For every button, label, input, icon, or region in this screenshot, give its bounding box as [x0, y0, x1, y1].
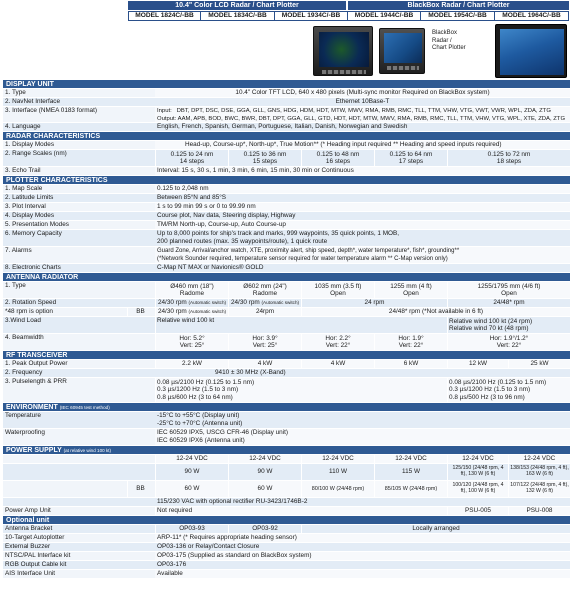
antenna-type-1834c: Ø602 mm (24") Radome	[228, 282, 301, 298]
antenna-type-1954c-1964c: 1255/1795 mm (4/6 ft) Open	[447, 282, 570, 298]
range-1954c-1964c: 0.125 to 72 nm 18 steps	[447, 150, 570, 166]
antenna-type-1944c: 1255 mm (4 ft) Open	[374, 282, 447, 298]
spec-table	[3, 80, 570, 579]
spec-row-latitude: 2. Latitude Limits Between 85°N and 85°S	[3, 194, 570, 203]
model-1944c: MODEL 1944C/-BB	[348, 11, 421, 21]
spec-row-voltage: 12-24 VDC 12-24 VDC 12-24 VDC 12-24 VDC 12-24 VDC 12-24 VDC	[3, 455, 570, 464]
spec-row-antenna-bracket: Antenna Bracket OP03-93 OP03-92 Locally arranged	[3, 525, 570, 534]
antenna-type-1934c: 1035 mm (3.5 ft) Open	[301, 282, 374, 298]
model-1934c: MODEL 1934C/-BB	[275, 11, 348, 21]
spec-row-alarms: 7. Alarms Guard Zone, Arrival/anchor watch, XTE, proximity alert, ship speed, depth*, water temperature*, fish*, grounding** (*Network Sounder required, temperature sensor required for water temperature alarm ** C-Map version only)	[3, 247, 570, 264]
spec-row-power-amp: Power Amp Unit Not required PSU-005 PSU-008	[3, 507, 570, 516]
spec-row-echo-trail: 3. Echo Trail Interval: 15 s, 30 s, 1 min, 3 min, 6 min, 15 min, 30 min or Continuous	[3, 167, 570, 176]
spec-row-waterproofing: Waterproofing IEC 60529 IPX5, USCG CFR-46 (Display unit) IEC 60529 IPX6 (Antenna unit)	[3, 429, 570, 446]
spec-row-language: 4. Language English, French, Spanish, German, Portuguese, Italian, Danish, Norwegian and Swedish	[3, 123, 570, 132]
section-plotter: PLOTTER CHARACTERISTICS	[3, 176, 570, 185]
spec-row-presentation: 5. Presentation Modes TM/RM North-up, Course-up, Auto Course-up	[3, 221, 570, 230]
spec-row-plotter-display-modes: 4. Display Modes Course plot, Nav data, Steering display, Highway	[3, 212, 570, 221]
model-1834c: MODEL 1834C/-BB	[201, 11, 275, 21]
spec-row-memory: 6. Memory Capacity Up to 8,000 points for ship's track and marks, 999 waypoints, 35 quick points, 1 MOB, 200 planned routes (max. 35 waypoints/route), 1 quick route	[3, 230, 570, 247]
model-1964c: MODEL 1964C/-BB	[495, 11, 569, 21]
spec-row-external-buzzer: External Buzzer OP03-136 or Relay/Contact Closure	[3, 543, 570, 552]
range-1934c: 0.125 to 48 nm 16 steps	[301, 150, 374, 166]
spec-row-rgb-cable: RGB Output Cable kit OP03-176	[3, 561, 570, 570]
section-rf-transceiver: RF TRANSCEIVER	[3, 351, 570, 360]
range-1834c: 0.125 to 36 nm 15 steps	[228, 150, 301, 166]
spec-row-peak-power: 1. Peak Output Power 2.2 kW 4 kW 4 kW 6 kW 12 kW 25 kW	[3, 360, 570, 369]
spec-row-ac-supply: 115/230 VAC with optional rectifier RU-3423/1746B-2	[3, 498, 570, 507]
range-1944c: 0.125 to 64 nm 17 steps	[374, 150, 447, 166]
spec-row-frequency: 2. Frequency 9410 ± 30 MHz (X-Band)	[3, 369, 570, 378]
spec-row-plot-interval: 3. Plot Interval 1 s to 99 min 99 s or 0 to 99.99 nm	[3, 203, 570, 212]
model-1954c: MODEL 1954C/-BB	[421, 11, 495, 21]
spec-row-display-modes: 1. Display Modes Head-up, Course-up*, North-up*, True Motion** (* Heading input required ** Heading and speed inputs required)	[3, 141, 570, 150]
spec-row-antenna-type: 1. Type Ø460 mm (18") Radome Ø602 mm (24") Radome 1035 mm (3.5 ft) Open 1255 mm (4 ft) Open 1255/1795 mm (4/6 ft) Open	[3, 282, 570, 299]
display-unit-photo	[313, 26, 373, 76]
blackbox-photo-caption: BlackBox Radar / Chart Plotter	[432, 30, 466, 51]
spec-row-rotation: 2. Rotation Speed 24/30 rpm (Automatic switch) 24/30 rpm (Automatic switch) 24 rpm 24/48* rpm	[3, 299, 570, 308]
model-1824c: MODEL 1824C/-BB	[128, 11, 201, 21]
spec-row-interface: 3. Interface (NMEA 0183 format) Input: DBT, DPT, DSC, DSE, GGA, GLL, GNS, HDG, HDM, HDT, MTW, MWV, RMA, RMB, RMC, TLL, TTM, VHW, VTG, VWT, VWR, WPL, ZDA, ZTG Output: AAM, APB, BOD, BWC, BWR, DBT, DPT, GGA, GLL, GTD, HDT, HDT, MTW, MWV, RMA, RMB, RMC, TLL, TTM, VHW, VTG, WPL, XTE, ZDA, ZTG	[3, 107, 570, 123]
section-antenna: ANTENNA RADIATOR	[3, 273, 570, 282]
display-unit-photo-2	[379, 28, 425, 74]
spec-row-ais: AIS Interface Unit Available	[3, 570, 570, 579]
spec-row-watts: 90 W 90 W 110 W 115 W 125/150 (24/48 rpm, 4 ft), 130 W (6 ft) 138/153 (24/48 rpm, 4 ft), 163 W (6 ft)	[3, 464, 570, 481]
spec-row-watts-bb: BB 60 W 60 W 80/100 W (24/48 rpm) 85/105 W (24/48 rpm) 100/120 (24/48 rpm, 4 ft), 100 W (6 ft) 107/122 (24/48 rpm, 4 ft), 132 W (6 ft)	[3, 481, 570, 498]
spec-row-range-scales: 2. Range Scales (nm) 0.125 to 24 nm 14 steps 0.125 to 36 nm 15 steps 0.125 to 48 nm 16 steps 0.125 to 64 nm 17 steps 0.125 to 72 nm 18 steps	[3, 150, 570, 167]
spec-row-wind-load: 3.Wind Load Relative wind 100 kt Relative wind 100 kt (24 rpm) Relative wind 70 kt (48 rpm)	[3, 317, 570, 334]
spec-row-rotation-bb: *48 rpm is option BB 24/30 rpm (Automatic switch) 24rpm 24/48* rpm (*Not available in 6 ft)	[3, 308, 570, 317]
blackbox-monitor-photo	[495, 24, 567, 78]
spec-row-beamwidth: 4. Beamwidth Hor: 5.2° Vert: 25° Hor: 3.9° Vert: 25° Hor: 2.2° Vert: 22° Hor: 1.9° Vert: 22° Hor: 1.9°/1.2° Vert: 22°	[3, 334, 570, 351]
section-radar: RADAR CHARACTERISTICS	[3, 132, 570, 141]
section-environment: ENVIRONMENT (IEC 60945 test method)	[3, 403, 570, 412]
spec-row-autoplotter: 10-Target Autoplotter ARP-11* (* Requires appropriate heading sensor)	[3, 534, 570, 543]
model-banner	[0, 0, 572, 22]
section-power-supply: POWER SUPPLY (at relative wind 100 kt)	[3, 446, 570, 455]
spec-row-navnet: 2. NavNet Interface Ethernet 10Base-T	[3, 98, 570, 107]
spec-row-map-scale: 1. Map Scale 0.125 to 2,048 nm	[3, 185, 570, 194]
spec-row-ntsc-pal: NTSC/PAL Interface kit OP03-175 (Supplied as standard on BlackBox system)	[3, 552, 570, 561]
spec-row-temperature: Temperature -15°C to +55°C (Display unit) -25°C to +70°C (Antenna unit)	[3, 412, 570, 429]
section-display-unit: DISPLAY UNIT	[3, 80, 570, 89]
lcd-series-title: 10.4" Color LCD Radar / Chart Plotter	[128, 1, 346, 10]
product-photos	[0, 22, 572, 80]
range-1824c: 0.125 to 24 nm 14 steps	[155, 150, 228, 166]
blackbox-series-title: BlackBox Radar / Chart Plotter	[348, 1, 569, 10]
section-optional-unit: Optional unit	[3, 516, 570, 525]
antenna-type-1824c: Ø460 mm (18") Radome	[155, 282, 228, 298]
spec-row-charts: 8. Electronic Charts C-Map NT MAX or Navionics® GOLD	[3, 264, 570, 273]
spec-row-pulselength: 3. Pulselength & PRR 0.08 µs/2100 Hz (0.125 to 1.5 nm) 0.3 µs/1200 Hz (1.5 to 3 nm) 0.8 µs/600 Hz (3 to 64 nm) 0.08 µs/2100 Hz (0.125 to 1.5 nm) 0.3 µs/1200 Hz (1.5 to 3 nm) 0.8 µs/500 Hz (3 to 96 nm)	[3, 378, 570, 403]
spec-row-type: 1. Type 10.4" Color TFT LCD, 640 x 480 pixels (Multi-sync monitor Required on BlackBox system)	[3, 89, 570, 98]
model-list	[128, 11, 569, 21]
